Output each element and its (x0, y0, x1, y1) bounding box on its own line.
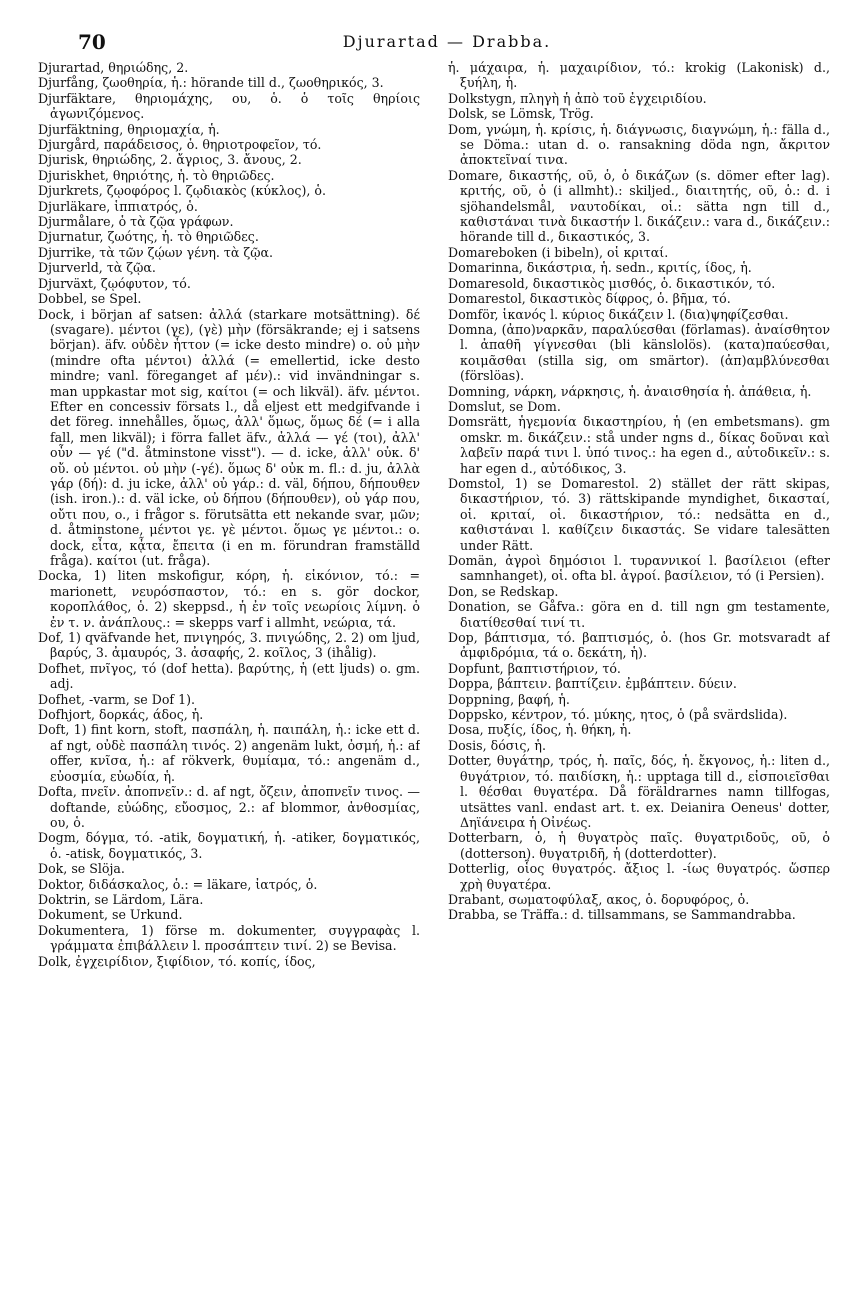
dictionary-entry: Dofta, πνεῖν. ἀποπνεῖν.: d. af ngt, ὄζειν, ἀποπνεῖν τινος. — doftande, εὐώδης, εὔοσμος, 2.: af blommor, ἀνθοσμίας, ου, ὁ. (38, 784, 420, 830)
dictionary-entry: Drabba, se Träffa.: d. tillsammans, se Sammandrabba. (448, 907, 796, 923)
dictionary-entry: Djurisk, θηριώδης, 2. ἄγριος, 3. ἄνους, 2. (38, 152, 302, 168)
dictionary-entry: Dofhet, -varm, se Dof 1). (38, 691, 196, 707)
dictionary-entry: Dotterlig, οἷος θυγατρός. ἄξιος l. -ίως θυγατρός. ὥσπερ χρὴ θυγατέρα. (448, 861, 830, 892)
dictionary-entry: Dolkstygn, πληγὴ ἡ ἀπὸ τοῦ ἐγχειριδίου. (448, 90, 707, 106)
dictionary-entry: Domän, ἀγροὶ δημόσιοι l. τυραννικοί l. βασίλειοι (efter samnhanget), οἱ. ofta bl. ἀγροί. βασίλειον, τό (i Persien). (448, 553, 830, 584)
dictionary-entry: Donation, se Gåfva.: göra en d. till ngn gm testamente, διατίθεσθαί τινί τι. (448, 599, 830, 630)
dictionary-entry: Domna, (ἀπο)ναρκᾶν, παραλύεσθαι (förlamas). ἀναίσθητον l. ἀπαθῆ γίγνεσθαι (bli känslolös). (κατα)παύεσθαι, κοιμᾶσθαι (stilla sig, om smärtor). (ἀπ)αμβλύνεσθαι (förslöas). (448, 321, 830, 384)
dictionary-entry: Dokument, se Urkund. (38, 907, 183, 923)
right-column (448, 60, 830, 1288)
dictionary-entry: Djuriskhet, θηριότης, ἡ. τὸ θηριῶδες. (38, 167, 275, 183)
dictionary-entry: Dom, γνώμη, ἡ. κρίσις, ἡ. διάγνωσις, διαγνώμη, ἡ.: fälla d., se Döma.: utan d. o. ransakning döda ngn, ἄκριτον ἀποκτεῖναί τινα. (448, 121, 830, 168)
dictionary-entry: Djurnatur, ζωότης, ἡ. τὸ θηριῶδες. (38, 229, 259, 245)
dictionary-entry: Domareboken (i bibeln), οἱ κριταί. (448, 244, 669, 260)
dictionary-entry: Doktrin, se Lärdom, Lära. (38, 891, 204, 907)
dictionary-entry: Domarinna, δικάστρια, ἡ. sedn., κριτίς, ίδος, ἡ. (448, 260, 752, 276)
dictionary-entry: Dop, βάπτισμα, τό. βαπτισμός, ὁ. (hos Gr. motsvaradt af ἀμφιδρόμια, τά o. δεκάτη, ἡ). (448, 630, 830, 661)
left-column (38, 60, 420, 1288)
dictionary-entry: Domstol, 1) se Domarestol. 2) stället der rätt skipas, δικαστήριον, τό. 3) rättskipande myndighet, δικασταί, οἱ. κριταί, οἱ. δικαστήριον, τό.: nedsätta en d., καθιστάναι l. καθίζειν δικαστάς. Se vidare talesätten under Rätt. (448, 475, 830, 553)
dictionary-entry: Djurverld, τὰ ζῷα. (38, 260, 156, 276)
dictionary-entry: Dolk, ἐγχειρίδιον, ξιφίδιον, τό. κοπίς, ίδος, (38, 953, 316, 969)
dictionary-entry: Djurartad, θηριώδης, 2. (38, 60, 189, 75)
dictionary-entry: Djurkrets, ζῳοφόρος l. ζῳδιακὸς (κύκλος), ὁ. (38, 183, 326, 199)
dictionary-entry: Domslut, se Dom. (448, 398, 561, 414)
dictionary-entry: Domarestol, δικαστικὸς δίφρος, ὁ. βῆμα, τό. (448, 291, 731, 307)
dictionary-entry: Dock, i början af satsen: ἀλλά (starkare motsättning). δέ (svagare). μέντοι (γε), (γὲ) μὴν (försäkrande; ej i satsens början). äfv. οὐδὲν ἧττον (= icke desto mindre) o. οὐ μὴν (mindre ofta μέντοι) ἀλλά (= emellertid, icke desto mindre; vanl. föreganget af μέν).: vid invändningar s. man uppkastar mot sig, καίτοι (= och likväl). äfv. μέντοι. Efter en concessiv försats l., då eljest ett medgifvande i det föreg. innehålles, ὅμως, ἀλλ' ὅμως, ὅμως δέ (= i alla fall, men likväl); i förra fallet äfv., ἀλλά — γέ (τοι), ἀλλ' οὖν — γέ ("d. åtminstone visst"). — d. icke, ἀλλ' οὐκ. δ' οὔ. οὐ μέντοι. οὐ μὴν (-γέ). ὅμως δ' οὐκ m. fl.: d. ju, ἀλλὰ γάρ (δή): d. ju icke, ἀλλ' οὐ γάρ.: d. väl, δήπου, δήπουθεν (ish. iron.).: d. väl icke, οὐ δήπου (δήπουθεν), οὐ γάρ που, οὔτι που, o., i frågor s. förutsätta ett nekande svar, μῶν; d. åtminstone, μέντοι γε. γὲ μέντοι. ὅμως γε μέντοι.: o. dock, εἶτα, κᾆτα, ἔπειτα (i en m. förundran framställd fråga). καίτοι (ut. fråga). (38, 306, 420, 568)
dictionary-entry: Doppning, βαφή, ἡ. (448, 691, 570, 707)
dictionary-entry: Domaresold, δικαστικὸς μισθός, ὁ. δικαστικόν, τό. (448, 275, 776, 291)
dictionary-entry: Dok, se Slöja. (38, 861, 125, 877)
dictionary-entry: Djurrike, τὰ τῶν ζῴων γένη. τὰ ζῷα. (38, 244, 274, 260)
dictionary-entry: Dotterbarn, ὁ, ἡ θυγατρὸς παῖς. θυγατριδοῦς, οῦ, ὁ (dotterson). θυγατριδῆ, ἡ (dotterdotter). (448, 830, 830, 861)
dictionary-entry: Dokumentera, 1) förse m. dokumenter, συγγραφὰς l. γράμματα ἐπιβάλλειν l. προσάπτειν τινί. 2) se Bevisa. (38, 922, 420, 954)
dictionary-entry: Dofhet, πνῖγος, τό (dof hetta). βαρύτης, ἡ (ett ljuds) o. gm. adj. (38, 660, 420, 692)
dictionary-entry: Doppsko, κέντρον, τό. μύκης, ητος, ὁ (på svärdslida). (448, 707, 788, 723)
dictionary-entry: Drabant, σωματοφύλαξ, ακος, ὁ. δορυφόρος, ὁ. (448, 891, 750, 907)
dictionary-entry: Docka, 1) liten mskofigur, κόρη, ἡ. εἰκόνιον, τό.: = marionett, νευρόσπαστον, τό.: en s. gör dockor, κοροπλάθος, ὁ. 2) skeppsd., ἡ ἐν τοῖς νεωρίοις λίμνη. ὁ ἐν τ. ν. ἀνάπλους.: = skepps varf i allmht, νεώρια, τά. (38, 568, 420, 630)
dictionary-entry: Dosa, πυξίς, ίδος, ἡ. θήκη, ἡ. (448, 722, 632, 738)
dictionary-entry: Doft, 1) fint korn, stoft, πασπάλη, ἡ. παιπάλη, ἡ.: icke ett d. af ngt, οὐδὲ πασπάλη τινός. 2) angenäm lukt, ὀσμή, ἡ.: af offer, κνῖσα, ἡ.: af rökverk, θυμίαμα, τό.: angenäm d., εὐοσμία, εὐωδία, ἡ. (38, 722, 420, 784)
dictionary-entry: Djurfång, ζωοθηρία, ἡ.: hörande till d., ζωοθηρικός, 3. (38, 75, 384, 91)
dictionary-entry: Djurväxt, ζῳόφυτον, τό. (38, 275, 191, 291)
dictionary-entry: Djurgård, παράδεισος, ὁ. θηριοτροφεῖον, τό. (38, 137, 322, 153)
dictionary-entry: Domning, νάρκη, νάρκησις, ἡ. ἀναισθησία ἡ. ἀπάθεια, ἡ. (448, 383, 812, 399)
dictionary-entry: Djurfäktare, θηριομάχης, ου, ὁ. ὁ τοῖς θηρίοις ἀγωνιζόμενος. (38, 90, 420, 122)
dictionary-entry: Doppa, βάπτειν. βαπτίζειν. ἐμβάπτειν. δύειν. (448, 676, 737, 692)
dictionary-entry: Djurmålare, ὁ τὰ ζῷα γράφων. (38, 214, 234, 230)
dictionary-entry: Dolsk, se Lömsk, Trög. (448, 106, 594, 122)
dictionary-entry: Dopfunt, βαπτιστήριον, τό. (448, 660, 621, 676)
dictionary-entry: Djurläkare, ἱππιατρός, ὁ. (38, 198, 198, 214)
dictionary-entry: Doktor, διδάσκαλος, ὁ.: = läkare, ἰατρός, ὁ. (38, 876, 318, 892)
dictionary-entry: Dosis, δόσις, ἡ. (448, 737, 546, 753)
running-head: Djurartad — Drabba. (342, 32, 552, 51)
page-number: 70 (78, 30, 106, 54)
dictionary-entry: Dofhjort, δορκάς, άδος, ἡ. (38, 707, 204, 723)
dictionary-entry: Djurfäktning, θηριομαχία, ἡ. (38, 121, 220, 137)
dictionary-entry: Dof, 1) qväfvande het, πνιγηρός, 3. πνιγώδης, 2. 2) om ljud, βαρύς, 3. ἀμαυρός, 3. ἀσαφής, 2. κοῖλος, 3 (ihålig). (38, 630, 420, 661)
dictionary-entry: Dotter, θυγάτηρ, τρός, ἡ. παῖς, δός, ἡ. ἔκγονος, ἡ.: liten d., θυγάτριον, τό. παιδίσκη, ἡ.: upptaga till d., εἰσποιεῖσθαι l. θέσθαι θυγατέρα. Då föräldrarnes namn tillfogas, utsättes vanl. endast art. t. ex. Deianira Oeneus' dotter, Δηϊάνειρα ἡ Οἰνέως. (448, 753, 830, 830)
dictionary-entry: Domsrätt, ἡγεμονία δικαστηρίου, ἡ (en embetsmans). gm omskr. m. δικάζειν.: stå under ngns d., δίκας δοῦναι καὶ λαβεῖν παρά τινι l. ὑπό τινος.: ha egen d., αὐτοδικεῖν.: s. har egen d., αὐτόδικος, 3. (448, 414, 830, 476)
dictionary-entry: Dogm, δόγμα, τό. -atik, δογματική, ἡ. -atiker, δογματικός, ὁ. -atisk, δογματικός, 3. (38, 830, 420, 861)
page-header (78, 30, 816, 54)
dictionary-entry: Domför, ἱκανός l. κύριος δικάζειν l. (δια)ψηφίζεσθαι. (448, 306, 789, 322)
dictionary-entry: Domare, δικαστής, οῦ, ὁ, ὁ δικάζων (s. dömer efter lag). κριτής, οῦ, ὁ (i allmht).: skiljed., διαιτητής, οῦ, ὁ.: d. i sjöhandelsmål, ναυτοδίκαι, οἱ.: sätta ngn till d., καθιστάναι τινὰ δικαστήν l. δικάζειν.: vara d., δικάζειν.: hörande till d., δικαστικός, 3. (448, 167, 830, 245)
dictionary-entry: Dobbel, se Spel. (38, 291, 142, 307)
dictionary-entry: Don, se Redskap. (448, 583, 559, 599)
dictionary-entry: ἡ. μάχαιρα, ἡ. μαχαιρίδιον, τό.: krokig (Lakonisk) d., ξυήλη, ἡ. (448, 60, 830, 91)
